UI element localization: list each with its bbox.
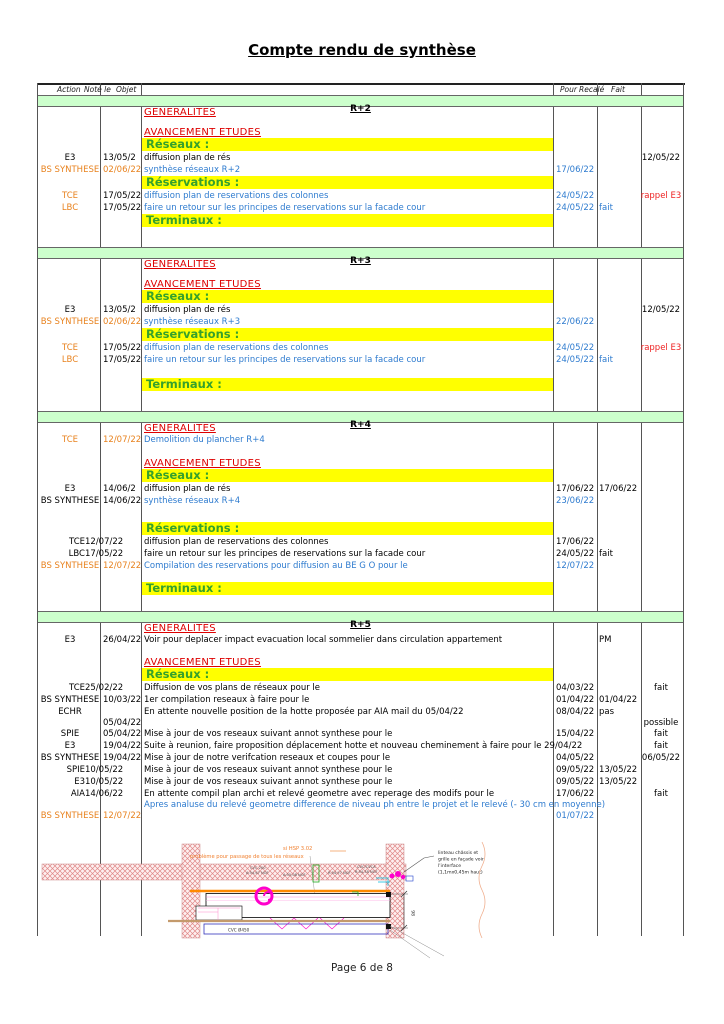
fait-cell: 12/05/22 (641, 153, 681, 163)
pour-cell: 08/04/22 (556, 707, 595, 717)
date-cell: 10/05/22 (85, 777, 124, 787)
date-cell: 13/05/2 (103, 153, 136, 163)
date-cell: 26/04/22 (103, 635, 142, 645)
date-cell: 12/07/22 (85, 537, 124, 547)
action-cell: TCE (69, 537, 85, 547)
date-cell: 25/02/22 (85, 683, 124, 693)
objet-cell: Apres analuse du relevé geometre difference de niveau ph entre le projet et le relevé (- 30 cm en moyenne) (144, 800, 606, 810)
objet-cell: Mise à jour de notre verifcation reseaux et coupes pour le (144, 753, 391, 763)
hsp-note: si HSP 3.02 (283, 846, 313, 852)
slab-hatch (42, 864, 406, 880)
objet-cell: synthèse réseaux R+3 (144, 317, 241, 327)
category-label: Réseaux : (146, 289, 210, 303)
col-header-pour: Pour (560, 85, 577, 94)
pour-cell: 09/05/22 (556, 777, 595, 787)
objet-cell: diffusion plan de reservations des colonnes (144, 343, 329, 353)
pour-cell: 04/03/22 (556, 683, 595, 693)
action-cell: E3 (64, 635, 76, 645)
action-cell: BS SYNTHESE (40, 317, 100, 327)
action-cell: TCE (62, 435, 78, 445)
pour-cell: 12/07/22 (556, 561, 595, 571)
date-cell: 02/06/22 (103, 165, 142, 175)
date-cell: 05/04/22 (103, 718, 142, 728)
red-heading: AVANCEMENT ETUDES (144, 127, 261, 138)
recale-cell: pas (599, 707, 615, 717)
category-label: Réseaux : (146, 667, 210, 681)
col-header-note-le: Noté le (84, 85, 111, 94)
objet-cell: Diffusion de vos plans de réseaux pour le (144, 683, 321, 693)
objet-cell: 1er compilation reseaux à faire pour le (144, 695, 310, 705)
objet-cell: Suite à reunion, faire proposition déplacement hotte et nouveau cheminement à faire pour le 29/04/22 (144, 741, 583, 751)
action-cell: LBC (68, 549, 85, 559)
date-cell: 14/06/22 (103, 496, 142, 506)
objet-cell: faire un retour sur les principes de reservations sur la facade cour (144, 549, 426, 559)
pour-cell: 04/05/22 (556, 753, 595, 763)
section-label: R+5 (350, 620, 371, 630)
dimension-text: 86 (412, 910, 417, 916)
date-cell: 17/05/22 (85, 549, 124, 559)
section-label: R+2 (350, 104, 371, 114)
category-label: Terminaux : (146, 581, 222, 595)
date-cell: 05/04/22 (103, 729, 142, 739)
red-heading: GENERALITES (144, 423, 216, 434)
action-cell: ECHR (58, 707, 82, 717)
pour-cell: 17/06/22 (556, 484, 595, 494)
action-cell: BS SYNTHESE (40, 561, 100, 571)
date-cell: 12/07/22 (103, 435, 142, 445)
red-heading: GENERALITES (144, 623, 216, 634)
action-cell: BS SYNTHESE (40, 165, 100, 175)
category-label: Réseaux : (146, 468, 210, 482)
fait-cell: fait (654, 741, 668, 751)
red-heading: AVANCEMENT ETUDES (144, 458, 261, 469)
pour-cell: 22/06/22 (556, 317, 595, 327)
objet-cell: Mise à jour de vos reseaux suivant annot synthese pour le (144, 777, 393, 787)
cad-label: A:55,08 NGF (283, 873, 306, 877)
objet-cell: diffusion plan de reservations des colonnes (144, 537, 329, 547)
duct-label: CVC Ø450 (228, 927, 250, 933)
pour-cell: 15/04/22 (556, 729, 595, 739)
red-heading: AVANCEMENT ETUDES (144, 279, 261, 290)
date-cell: 10/03/22 (103, 695, 142, 705)
action-cell: BS SYNTHESE (40, 695, 100, 705)
objet-cell: diffusion plan de rés (144, 305, 231, 315)
action-cell: LBC (61, 203, 79, 213)
objet-cell: Compilation des reservations pour diffusion au BE G O pour le (144, 561, 408, 571)
fait-cell: 06/05/22 (641, 753, 681, 763)
red-heading: GENERALITES (144, 107, 216, 118)
date-cell: 14/06/22 (85, 789, 124, 799)
col-header-fait: Fait (611, 85, 625, 94)
fait-cell: fait (654, 789, 668, 799)
action-cell: TCE (62, 343, 78, 353)
date-cell: 17/05/22 (103, 355, 142, 365)
pour-cell: 24/05/22 (556, 343, 595, 353)
cad-label: R:54,38 NGF (355, 870, 378, 874)
action-cell: BS SYNTHESE (40, 753, 100, 763)
red-heading: GENERALITES (144, 259, 216, 270)
fait-cell: possible (643, 718, 679, 728)
revision-cloud-edge (479, 842, 485, 938)
action-cell: TCE (69, 683, 85, 693)
action-cell: LBC (61, 355, 79, 365)
pour-cell: 01/07/22 (556, 811, 595, 821)
objet-cell: diffusion plan de rés (144, 484, 231, 494)
objet-cell: Voir pour deplacer impact evacuation local sommelier dans circulation appartement (144, 635, 503, 645)
date-cell: 10/05/22 (85, 765, 124, 775)
date-cell: 17/05/22 (103, 191, 142, 201)
date-cell: 17/05/22 (103, 343, 142, 353)
action-cell: E3 (64, 153, 76, 163)
category-label: Réseaux : (146, 137, 210, 151)
recale-cell: fait (599, 355, 613, 365)
section-label: R+3 (350, 256, 371, 266)
action-cell: E3 (64, 305, 76, 315)
objet-cell: diffusion plan de reservations des colonnes (144, 191, 329, 201)
pour-cell: 17/06/22 (556, 789, 595, 799)
pour-cell: 17/06/22 (556, 165, 595, 175)
date-cell: 14/06/2 (103, 484, 136, 494)
cad-label: CVC/CVCA (357, 865, 376, 869)
col-header-objet: Objet (116, 85, 137, 94)
pour-cell: 17/06/22 (556, 537, 595, 547)
action-cell: TCE (62, 191, 78, 201)
callout-line: grille en façade voir (438, 857, 484, 863)
action-cell: SPIE (66, 765, 85, 775)
action-cell: BS SYNTHESE (40, 811, 100, 821)
recale-cell: 01/04/22 (599, 695, 638, 705)
category-label: Réservations : (146, 327, 240, 341)
pour-cell: 23/06/22 (556, 496, 595, 506)
recale-cell: 13/05/22 (599, 777, 638, 787)
objet-cell: diffusion plan de rés (144, 153, 231, 163)
callout-line: (1,1mx0,45m haut) (438, 870, 483, 876)
pour-cell: 24/05/22 (556, 355, 595, 365)
section-label: R+4 (350, 420, 371, 430)
category-label: Terminaux : (146, 213, 222, 227)
col-header-recale: Recalé (579, 85, 605, 94)
recale-cell: fait (599, 203, 613, 213)
pour-cell: 09/05/22 (556, 765, 595, 775)
date-cell: 12/07/22 (103, 561, 142, 571)
reseaux-note: problème pour passage de tous les réseaux (190, 854, 304, 860)
fait-cell: rappel E3 (640, 343, 682, 353)
date-cell: 19/04/22 (103, 753, 142, 763)
cad-label: R:54,97 NGF (328, 871, 351, 875)
recale-cell: PM (599, 635, 612, 645)
objet-cell: Mise à jour de vos reseaux suivant annot synthese pour le (144, 765, 393, 775)
pour-cell: 24/05/22 (556, 191, 595, 201)
pour-cell: 24/05/22 (556, 203, 595, 213)
objet-cell: Demolition du plancher R+4 (144, 435, 265, 445)
fait-cell: 12/05/22 (641, 305, 681, 315)
objet-cell: Mise à jour de vos reseaux suivant annot synthese pour le (144, 729, 393, 739)
category-label: Réservations : (146, 521, 240, 535)
cad-label: CVC 200 (250, 866, 266, 870)
date-cell: 12/07/22 (103, 811, 142, 821)
pour-cell: 01/04/22 (556, 695, 595, 705)
table-border-right (683, 83, 684, 936)
action-cell: AIA (70, 789, 85, 799)
pour-cell: 24/05/22 (556, 549, 595, 559)
category-label: Terminaux : (146, 377, 222, 391)
red-heading: AVANCEMENT ETUDES (144, 657, 261, 668)
page-title-text: Compte rendu de synthèse (248, 41, 476, 59)
technical-drawing (40, 836, 600, 962)
objet-cell: faire un retour sur les principes de reservations sur la facade cour (144, 203, 426, 213)
fait-cell: fait (654, 729, 668, 739)
objet-cell: synthèse réseaux R+4 (144, 496, 241, 506)
date-cell: 19/04/22 (103, 741, 142, 751)
page-title (0, 40, 724, 59)
action-cell: BS SYNTHESE (40, 496, 100, 506)
objet-cell: synthèse réseaux R+2 (144, 165, 241, 175)
action-cell: E3 (64, 484, 76, 494)
date-cell: 17/05/22 (103, 203, 142, 213)
cad-label: A:54,67 NGF (246, 871, 269, 875)
callout-line: linteau châssis et (438, 851, 479, 856)
objet-cell: En attente nouvelle position de la hotte proposée par AIA mail du 05/04/22 (144, 707, 464, 717)
column-line (641, 83, 642, 936)
recale-cell: fait (599, 549, 613, 559)
action-cell: SPIE (60, 729, 80, 739)
callout-line: l'interface (438, 864, 462, 869)
objet-cell: En attente compil plan archi et relevé geometre avec reperage des modifs pour le (144, 789, 495, 799)
action-cell: E3 (64, 741, 76, 751)
col-header-action: Action (57, 85, 81, 94)
date-cell: 02/06/22 (103, 317, 142, 327)
fait-cell: rappel E3 (640, 191, 682, 201)
category-label: Réservations : (146, 175, 240, 189)
recale-cell: 17/06/22 (599, 484, 638, 494)
page-footer: Page 6 de 8 (331, 962, 393, 974)
objet-cell: faire un retour sur les principes de reservations sur la facade cour (144, 355, 426, 365)
date-cell: 13/05/2 (103, 305, 136, 315)
action-cell: E3 (74, 777, 85, 787)
fait-cell: fait (654, 683, 668, 693)
recale-cell: 13/05/22 (599, 765, 638, 775)
